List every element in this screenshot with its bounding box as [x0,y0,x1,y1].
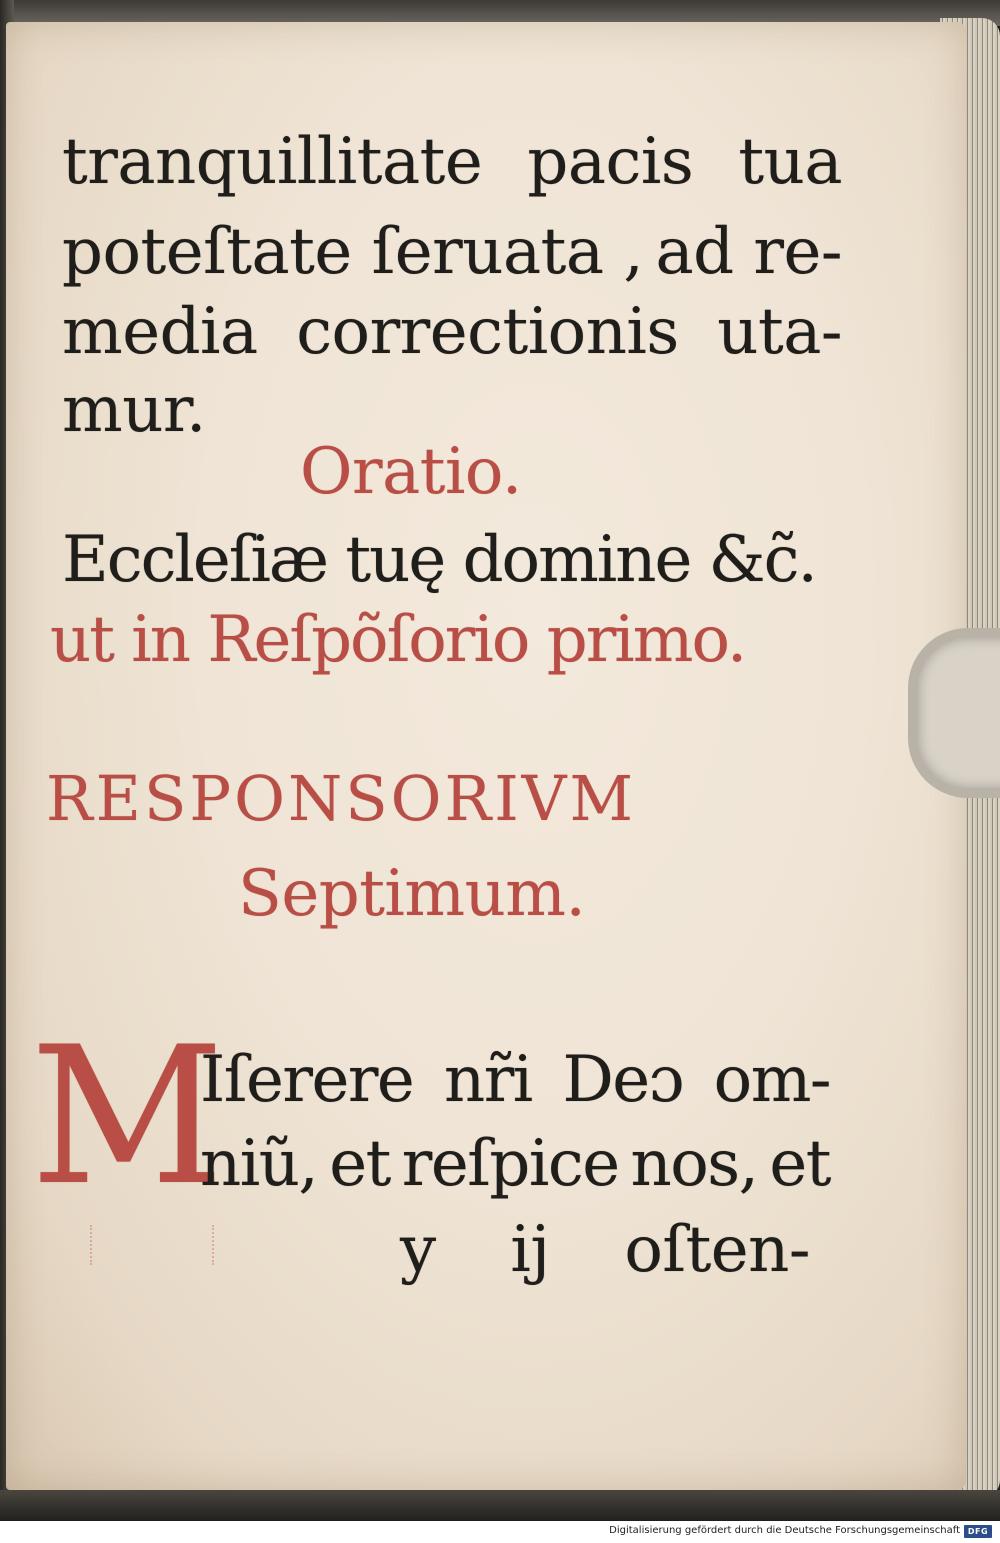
dfg-logo-icon [964,1525,992,1538]
word: niũ, [200,1127,318,1201]
text-line-1 [62,125,842,199]
word: om- [713,1043,830,1117]
text-line-4 [62,373,842,447]
word: et [329,1127,390,1201]
decorated-initial: M [30,1006,225,1227]
word: poteſtate ſeruata , [62,215,644,289]
word: nos, [630,1127,758,1201]
book-bottom-edge [0,1490,1000,1520]
word: et [769,1127,830,1201]
funding-credit: Digitalisierung gefördert durch die Deutsche Forschungsgemeinschaft [609,1525,960,1536]
word: Iſerere [200,1043,414,1117]
dfg-logo-text: DFG [967,1527,989,1536]
word: reſpice [401,1127,619,1201]
word: correctionis [296,295,679,369]
book-clasp [908,628,1000,798]
verse-line-1 [200,1043,830,1117]
oratio-text: Eccleſiæ tuę domine &c̃. [62,523,816,597]
word: mur. [62,373,206,447]
text-line-3 [62,295,842,369]
oratio-heading: Oratio. [300,435,522,509]
word: Deɔ [562,1043,683,1117]
word: oſten- [624,1213,810,1287]
responsorium-title: RESPONSORIVM [46,762,636,835]
responsorium-subtitle: Septimum. [238,857,586,931]
verse-line-3 [400,1213,810,1287]
word: y [400,1213,436,1287]
word: uta- [717,295,842,369]
word: ad re- [655,215,842,289]
word: nr̃i [443,1043,532,1117]
word: pacis [527,125,694,199]
faint-bleed-through-mark [90,1225,214,1265]
footer-bar [0,1521,1000,1543]
word: ij [510,1213,550,1287]
verse-line-2 [200,1127,830,1201]
text-line-2 [62,215,842,289]
word: tua [738,125,842,199]
word: media [62,295,258,369]
word: tranquillitate [62,125,483,199]
oratio-reference: ut in Reſpõſorio primo. [50,603,746,677]
